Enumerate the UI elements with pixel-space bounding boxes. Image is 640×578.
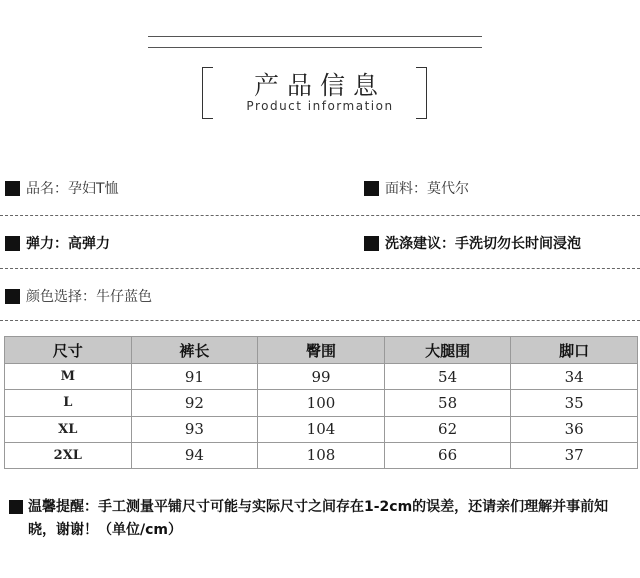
header-size: 尺寸 <box>5 337 132 364</box>
header-pants-length: 裤长 <box>131 337 258 364</box>
header-hip: 臀围 <box>258 337 385 364</box>
info-color <box>5 286 152 306</box>
info-label: 弹力： <box>26 236 68 252</box>
divider <box>0 268 640 269</box>
table-row <box>5 364 638 390</box>
value-cell: 94 <box>131 442 258 468</box>
value-cell: 36 <box>511 416 638 442</box>
value-cell: 37 <box>511 442 638 468</box>
measurement-note: 温馨提醒：手工测量平铺尺寸可能与实际尺寸之间存在1-2cm的误差，还请亲们理解并事前知晓，谢谢！（单位/cm） <box>28 499 609 538</box>
info-label: 品名： <box>26 181 68 197</box>
value-cell: 58 <box>384 390 511 416</box>
value-cell: 91 <box>131 364 258 390</box>
size-table <box>4 336 638 469</box>
bullet-square-icon <box>5 236 20 251</box>
value-cell: 34 <box>511 364 638 390</box>
info-value: 莫代尔 <box>427 181 469 197</box>
value-cell: 62 <box>384 416 511 442</box>
info-value: 手洗切勿长时间浸泡 <box>455 236 581 252</box>
info-value: 牛仔蓝色 <box>96 289 152 305</box>
info-elasticity <box>5 233 110 253</box>
bullet-square-icon <box>364 181 379 196</box>
title-bottom-rule <box>148 47 482 48</box>
section-title: 产品信息 <box>253 71 386 100</box>
value-cell: 108 <box>258 442 385 468</box>
value-cell: 35 <box>511 390 638 416</box>
value-cell: 66 <box>384 442 511 468</box>
divider <box>0 320 640 321</box>
bullet-square-icon <box>9 500 23 514</box>
info-value: 孕妇T恤 <box>68 181 119 197</box>
value-cell: 104 <box>258 416 385 442</box>
info-label: 洗涤建议： <box>385 236 455 252</box>
section-subtitle: Product information <box>246 99 394 113</box>
header-leg-opening: 脚口 <box>511 337 638 364</box>
value-cell: 54 <box>384 364 511 390</box>
value-cell: 93 <box>131 416 258 442</box>
info-product-name <box>5 178 119 198</box>
bullet-square-icon <box>5 181 20 196</box>
info-label: 面料： <box>385 181 427 197</box>
info-label: 颜色选择： <box>26 289 96 305</box>
divider <box>0 215 640 216</box>
value-cell: 100 <box>258 390 385 416</box>
value-cell: 99 <box>258 364 385 390</box>
info-value: 高弹力 <box>68 236 110 252</box>
size-cell: XL <box>5 416 132 442</box>
value-cell: 92 <box>131 390 258 416</box>
table-row <box>5 416 638 442</box>
header-thigh: 大腿围 <box>384 337 511 364</box>
size-cell: 2XL <box>5 442 132 468</box>
table-row <box>5 442 638 468</box>
size-table-header <box>5 337 638 364</box>
size-cell: L <box>5 390 132 416</box>
bullet-square-icon <box>364 236 379 251</box>
table-row <box>5 390 638 416</box>
info-fabric <box>364 178 469 198</box>
title-top-rule <box>148 36 482 37</box>
bullet-square-icon <box>5 289 20 304</box>
info-washing <box>364 233 581 253</box>
size-cell: M <box>5 364 132 390</box>
